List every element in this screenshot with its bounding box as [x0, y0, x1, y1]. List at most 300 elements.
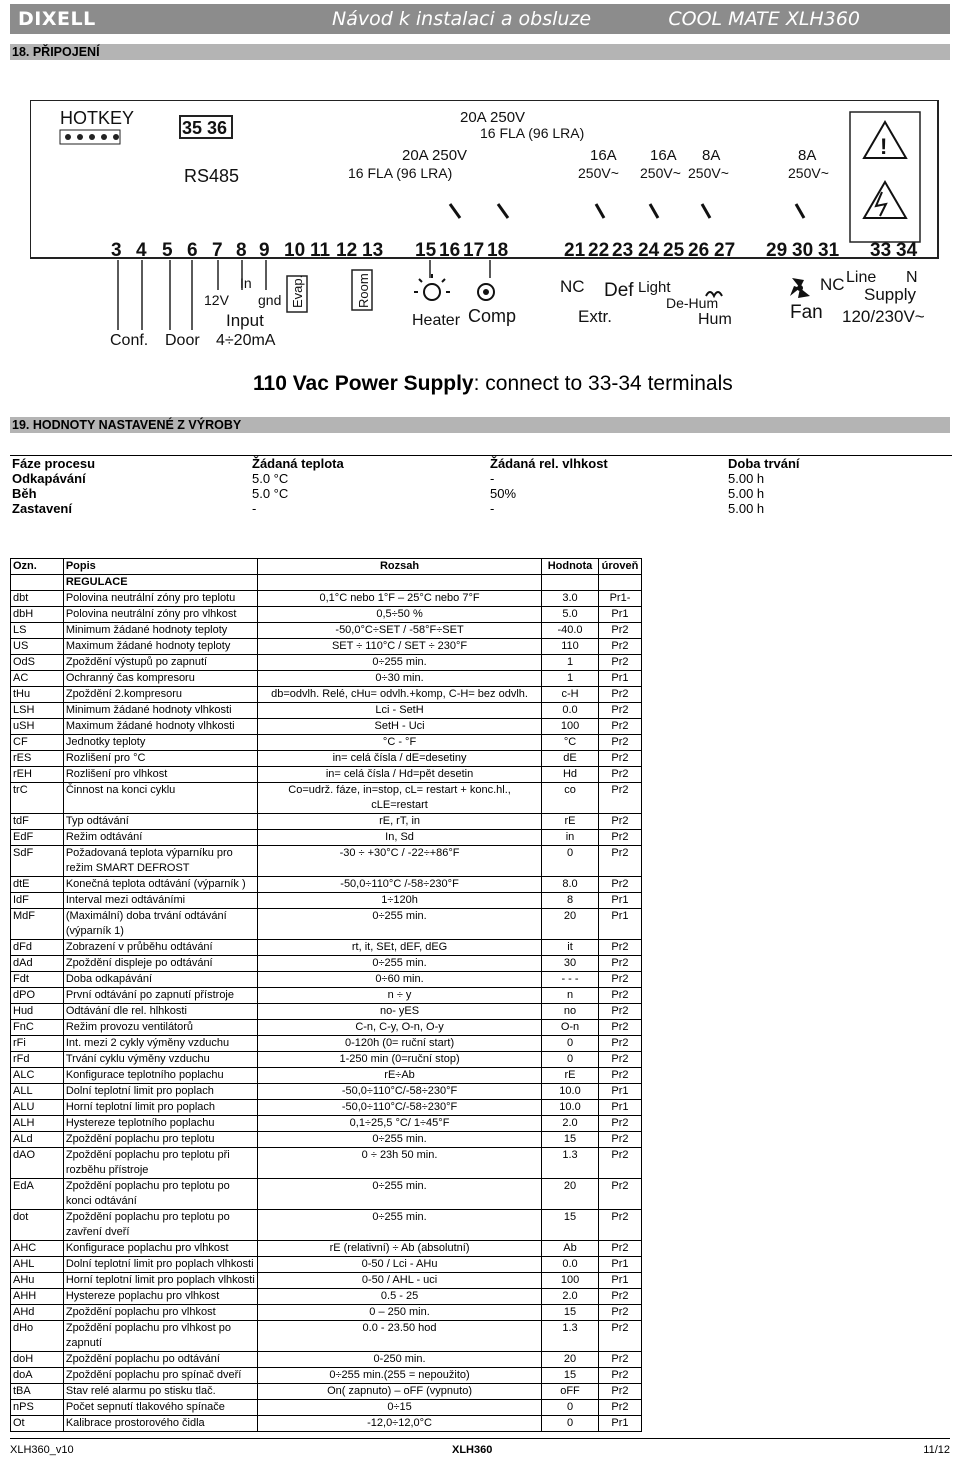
terminal-18: 18 — [487, 240, 509, 261]
param-code: AHL — [11, 1257, 64, 1273]
parameter-row — [11, 877, 642, 893]
phase-row — [10, 501, 952, 516]
param-value: 30 — [542, 956, 599, 972]
param-range: rt, it, SEt, dEF, dEG — [258, 940, 542, 956]
param-range: -50,0°C÷SET / -58°F÷SET — [258, 623, 542, 639]
parameter-row — [11, 1036, 642, 1052]
param-range: 0÷255 min. — [258, 1132, 542, 1148]
phase-col-header: Fáze procesu — [10, 456, 250, 472]
gnd-label: gnd — [258, 292, 282, 308]
param-range: -50,0÷110°C/-58÷230°F — [258, 1100, 542, 1116]
param-level: Pr1 — [598, 1257, 641, 1273]
param-code: Fdt — [11, 972, 64, 988]
param-code: AHd — [11, 1305, 64, 1321]
relay-250v-1: 250V~ — [578, 165, 619, 181]
param-level: Pr2 — [598, 1305, 641, 1321]
terminal-4: 4 — [136, 240, 147, 261]
param-range: -50,0÷110°C/-58÷230°F — [258, 1084, 542, 1100]
terminal-11: 11 — [310, 240, 331, 261]
param-description: Maximum žádané hodnoty teploty — [63, 639, 257, 655]
param-description: Konfigurace teplotního poplachu — [63, 1068, 257, 1084]
param-level: Pr1 — [598, 1100, 641, 1116]
terminal-21: 21 — [564, 240, 586, 261]
code-col-header: Ozn. — [11, 559, 64, 575]
param-code: ALC — [11, 1068, 64, 1084]
param-level: Pr2 — [598, 1400, 641, 1416]
param-code: ALU — [11, 1100, 64, 1116]
parameter-row — [11, 1257, 642, 1273]
in-label: In — [240, 275, 252, 291]
phase-name: Odkapávání — [12, 471, 86, 486]
param-value: 0 — [542, 1036, 599, 1052]
parameter-row — [11, 1004, 642, 1020]
param-value: 100 — [542, 1273, 599, 1289]
param-description: Zpoždění 2.kompresoru — [63, 687, 257, 703]
param-level: Pr2 — [598, 1179, 641, 1210]
terminal-5: 5 — [162, 240, 173, 261]
param-description: Rozlišení pro °C — [63, 751, 257, 767]
param-range: db=odvlh. Relé, cHu= odvlh.+komp, C-H= bez odvlh. — [258, 687, 542, 703]
group-label: REGULACE — [63, 575, 257, 591]
terminal-29: 29 — [766, 240, 788, 261]
param-range: °C - °F — [258, 735, 542, 751]
phase-humidity: 50% — [490, 486, 517, 501]
param-range: in= celá čísla / Hd=pět desetin — [258, 767, 542, 783]
parameter-row — [11, 1352, 642, 1368]
parameter-row — [11, 767, 642, 783]
param-value: 8 — [542, 893, 599, 909]
parameter-row — [11, 1321, 642, 1352]
terminal-30: 30 — [792, 240, 814, 261]
param-value: - - - — [542, 972, 599, 988]
param-code: rFd — [11, 1052, 64, 1068]
param-description: (Maximální) doba trvání odtávání (výparník 1) — [63, 909, 257, 940]
page-header — [10, 4, 950, 34]
param-level: Pr2 — [598, 1132, 641, 1148]
param-description: Hystereze poplachu pro vlhkost — [63, 1289, 257, 1305]
parameter-table — [10, 558, 642, 1432]
param-value: °C — [542, 735, 599, 751]
param-value: 15 — [542, 1305, 599, 1321]
param-description: Jednotky teploty — [63, 735, 257, 751]
param-value: -40.0 — [542, 623, 599, 639]
param-range: -12,0÷12,0°C — [258, 1416, 542, 1432]
parameter-row — [11, 909, 642, 940]
param-value: 1.3 — [542, 1321, 599, 1352]
param-level: Pr2 — [598, 1210, 641, 1241]
param-level: Pr1 — [598, 893, 641, 909]
param-value: 100 — [542, 719, 599, 735]
light-label: Light — [638, 279, 671, 296]
phase-table — [10, 455, 952, 516]
param-level: Pr2 — [598, 1241, 641, 1257]
param-value: dE — [542, 751, 599, 767]
parameter-row — [11, 846, 642, 877]
param-description: Zpoždění poplachu pro teplotu po konci odtávání — [63, 1179, 257, 1210]
section-19-heading: 19. HODNOTY NASTAVENÉ Z VÝROBY — [10, 417, 950, 433]
param-range: 0.5 - 25 — [258, 1289, 542, 1305]
relay-250v-4: 250V~ — [788, 165, 829, 181]
param-value: 15 — [542, 1210, 599, 1241]
param-code: tHu — [11, 687, 64, 703]
parameter-row — [11, 1084, 642, 1100]
param-value: n — [542, 988, 599, 1004]
extractor-label: Extr. — [578, 307, 613, 326]
phase-duration: 5.00 h — [728, 501, 765, 516]
param-value: 5.0 — [542, 607, 599, 623]
param-description: Konečná teplota odtávání (výparník ) — [63, 877, 257, 893]
param-range: 0÷60 min. — [258, 972, 542, 988]
terminal-31: 31 — [818, 240, 840, 261]
param-description: Dolní teplotní limit pro poplach — [63, 1084, 257, 1100]
param-description: Typ odtávání — [63, 814, 257, 830]
param-level: Pr2 — [598, 988, 641, 1004]
param-range: 0,1÷25,5 °C/ 1÷45°F — [258, 1116, 542, 1132]
param-range: 0÷30 min. — [258, 671, 542, 687]
param-code: rEH — [11, 767, 64, 783]
param-value: co — [542, 783, 599, 814]
param-value: 1.3 — [542, 1148, 599, 1179]
12v-label: 12V — [204, 292, 229, 308]
param-range: 0,5÷50 % — [258, 607, 542, 623]
warning-icon — [850, 112, 920, 242]
phase-header-row — [10, 456, 952, 472]
param-value: c-H — [542, 687, 599, 703]
param-value: 0 — [542, 846, 599, 877]
param-level: Pr2 — [598, 687, 641, 703]
param-description: Režim odtávání — [63, 830, 257, 846]
relay-250v-3: 250V~ — [688, 165, 729, 181]
parameter-row — [11, 623, 642, 639]
param-description: Zpoždění poplachu pro spínač dveří — [63, 1368, 257, 1384]
terminal-3: 3 — [111, 240, 122, 261]
parameter-header-row — [11, 559, 642, 575]
param-code: ALH — [11, 1116, 64, 1132]
parameter-row — [11, 1068, 642, 1084]
param-description: Konfigurace poplachu pro vlhkost — [63, 1241, 257, 1257]
heater-label: Heater — [412, 312, 461, 329]
param-value: 15 — [542, 1132, 599, 1148]
param-level: Pr2 — [598, 703, 641, 719]
param-code: IdF — [11, 893, 64, 909]
door-label: Door — [165, 332, 200, 349]
parameter-row — [11, 1400, 642, 1416]
param-code: LS — [11, 623, 64, 639]
power-supply-bold: 110 Vac Power Supply — [253, 372, 474, 395]
parameter-row — [11, 1289, 642, 1305]
relay-16a-2: 16A — [650, 147, 677, 164]
terminal-6: 6 — [187, 240, 198, 261]
conf-label: Conf. — [110, 332, 149, 349]
param-code: OdS — [11, 655, 64, 671]
param-range: 0÷15 — [258, 1400, 542, 1416]
model-name: COOL MATE XLH360 — [668, 8, 860, 30]
param-description: Zpoždění poplachu pro teplotu — [63, 1132, 257, 1148]
param-range: 0-120h (0= ruční start) — [258, 1036, 542, 1052]
parameter-row — [11, 1148, 642, 1179]
param-range: rE (relativní) ÷ Ab (absolutní) — [258, 1241, 542, 1257]
param-code: MdF — [11, 909, 64, 940]
param-level: Pr2 — [598, 830, 641, 846]
parameter-row — [11, 1416, 642, 1432]
param-level: Pr2 — [598, 1036, 641, 1052]
parameter-row — [11, 671, 642, 687]
terminal-10: 10 — [284, 240, 306, 261]
group-row — [11, 575, 642, 591]
terminal-26: 26 — [688, 240, 710, 261]
param-value: 1 — [542, 671, 599, 687]
param-description: Horní teplotní limit pro poplach vlhkosti — [63, 1273, 257, 1289]
rs485-terminals: 35 36 — [182, 118, 228, 138]
param-value: 3.0 — [542, 591, 599, 607]
phase-temp: 5.0 °C — [252, 471, 289, 486]
power-supply-note — [253, 372, 733, 396]
param-code: doA — [11, 1368, 64, 1384]
param-level: Pr2 — [598, 972, 641, 988]
param-level: Pr1 — [598, 1273, 641, 1289]
param-code: AC — [11, 671, 64, 687]
param-code: dAd — [11, 956, 64, 972]
param-description: Zpoždění displeje po odtávání — [63, 956, 257, 972]
parameter-row — [11, 893, 642, 909]
param-code: tBA — [11, 1384, 64, 1400]
parameter-row — [11, 1368, 642, 1384]
page-footer — [10, 1438, 950, 1456]
param-range: 0-50 / AHL - uci — [258, 1273, 542, 1289]
param-code: Ot — [11, 1416, 64, 1432]
parameter-row — [11, 751, 642, 767]
level-col-header: úroveň — [598, 559, 641, 575]
terminal-27: 27 — [714, 240, 736, 261]
param-level: Pr2 — [598, 814, 641, 830]
param-level: Pr1- — [598, 591, 641, 607]
parameter-row — [11, 972, 642, 988]
param-code: dbH — [11, 607, 64, 623]
param-code: EdA — [11, 1179, 64, 1210]
param-value: 110 — [542, 639, 599, 655]
param-value: it — [542, 940, 599, 956]
parameter-row — [11, 1241, 642, 1257]
param-description: Polovina neutrální zóny pro vlhkost — [63, 607, 257, 623]
terminal-22: 22 — [588, 240, 610, 261]
param-range: 0 ÷ 23h 50 min. — [258, 1148, 542, 1179]
footer-model: XLH360 — [452, 1444, 493, 1456]
terminal-23: 23 — [612, 240, 634, 261]
parameter-row — [11, 1179, 642, 1210]
terminal-34: 34 — [896, 240, 918, 261]
neutral-label: N — [906, 269, 918, 286]
param-level: Pr2 — [598, 719, 641, 735]
param-description: Kalibrace prostorového čidla — [63, 1416, 257, 1432]
param-range: 0.0 - 23.50 hod — [258, 1321, 542, 1352]
relay-contact-icons — [450, 204, 804, 218]
param-range: -30 ÷ +30°C / -22÷+86°F — [258, 846, 542, 877]
param-description: Doba odkapávání — [63, 972, 257, 988]
terminal-12: 12 — [336, 240, 358, 261]
param-description: Minimum žádané hodnoty teploty — [63, 623, 257, 639]
param-description: Maximum žádané hodnoty vlhkosti — [63, 719, 257, 735]
phase-row — [10, 471, 952, 486]
param-description: Horní teplotní limit pro poplach — [63, 1100, 257, 1116]
phase-row — [10, 486, 952, 501]
parameter-row — [11, 1210, 642, 1241]
param-range: Lci - SetH — [258, 703, 542, 719]
param-value: no — [542, 1004, 599, 1020]
param-value: 2.0 — [542, 1116, 599, 1132]
param-level: Pr2 — [598, 1148, 641, 1179]
param-value: 1 — [542, 655, 599, 671]
param-value: 8.0 — [542, 877, 599, 893]
param-code: CF — [11, 735, 64, 751]
param-description: Trvání cyklu výměny vzduchu — [63, 1052, 257, 1068]
parameter-row — [11, 940, 642, 956]
param-level: Pr2 — [598, 1289, 641, 1305]
parameter-row — [11, 639, 642, 655]
param-level: Pr1 — [598, 1084, 641, 1100]
param-description: Režim provozu ventilátorů — [63, 1020, 257, 1036]
value-col-header: Hodnota — [542, 559, 599, 575]
param-code: nPS — [11, 1400, 64, 1416]
param-description: Zpoždění výstupů po zapnutí — [63, 655, 257, 671]
param-level: Pr2 — [598, 846, 641, 877]
param-description: Stav relé alarmu po stisku tlač. — [63, 1384, 257, 1400]
param-range: SetH - Uci — [258, 719, 542, 735]
param-range: SET ÷ 110°C / SET ÷ 230°F — [258, 639, 542, 655]
param-value: 0 — [542, 1052, 599, 1068]
param-description: První odtávání po zapnutí přístroje — [63, 988, 257, 1004]
param-code: Hud — [11, 1004, 64, 1020]
hotkey-label: HOTKEY — [60, 108, 135, 128]
phase-humidity: - — [490, 501, 495, 516]
param-value: 0.0 — [542, 1257, 599, 1273]
parameter-row — [11, 1100, 642, 1116]
parameter-row — [11, 1052, 642, 1068]
compressor-icon — [478, 284, 494, 300]
relay-rating-mid-1: 20A 250V — [402, 147, 468, 164]
terminal-13: 13 — [362, 240, 384, 261]
parameter-row — [11, 1020, 642, 1036]
param-description: Počet sepnutí tlakového spínače — [63, 1400, 257, 1416]
param-code: dtE — [11, 877, 64, 893]
param-code: dPO — [11, 988, 64, 1004]
rs485-label: RS485 — [184, 166, 240, 186]
description-col-header: Popis — [63, 559, 257, 575]
duration-col-header: Doba trvání — [726, 456, 952, 472]
param-value: rE — [542, 814, 599, 830]
fan-label: Fan — [790, 302, 823, 323]
parameter-row — [11, 607, 642, 623]
param-range: 1÷120h — [258, 893, 542, 909]
param-description: Zpoždění poplachu po odtávání — [63, 1352, 257, 1368]
param-code: AHu — [11, 1273, 64, 1289]
section-18-heading: 18. PŘIPOJENÍ — [10, 44, 950, 60]
parameter-row — [11, 1132, 642, 1148]
param-value: 20 — [542, 1352, 599, 1368]
supply-label: Supply — [864, 285, 916, 304]
terminal-25: 25 — [663, 240, 685, 261]
param-value: Hd — [542, 767, 599, 783]
relay-8a-2: 8A — [798, 147, 817, 164]
param-level: Pr2 — [598, 956, 641, 972]
evap-probe-label: Evap. — [290, 274, 305, 308]
svg-text:!: ! — [880, 134, 888, 159]
param-level: Pr2 — [598, 1020, 641, 1036]
param-range: C-n, C-y, O-n, O-y — [258, 1020, 542, 1036]
param-range: 0÷255 min. — [258, 1210, 542, 1241]
parameter-row — [11, 1273, 642, 1289]
param-range: In, Sd — [258, 830, 542, 846]
hotkey-connector-icon — [60, 130, 120, 144]
footer-page-number: 11/12 — [923, 1444, 950, 1456]
param-description: Požadovaná teplota výparníku pro režim SMART DEFROST — [63, 846, 257, 877]
parameter-row — [11, 783, 642, 814]
param-range: n ÷ y — [258, 988, 542, 1004]
current-range-label: 4÷20mA — [216, 332, 276, 349]
param-range: 0÷255 min. — [258, 1179, 542, 1210]
param-value: in — [542, 830, 599, 846]
param-code: rFi — [11, 1036, 64, 1052]
footer-version: XLH360_v10 — [10, 1444, 74, 1456]
param-code: rES — [11, 751, 64, 767]
parameter-row — [11, 687, 642, 703]
param-value: O-n — [542, 1020, 599, 1036]
param-description: Ochranný čas kompresoru — [63, 671, 257, 687]
param-range: -50,0÷110°C /-58÷230°F — [258, 877, 542, 893]
terminal-9: 9 — [259, 240, 270, 261]
nc-label-2: NC — [820, 275, 845, 294]
param-description: Minimum žádané hodnoty vlhkosti — [63, 703, 257, 719]
param-value: 2.0 — [542, 1289, 599, 1305]
terminal-24: 24 — [638, 240, 660, 261]
fan-icon — [790, 278, 810, 298]
param-value: 20 — [542, 1179, 599, 1210]
param-range: 0÷255 min. — [258, 956, 542, 972]
parameter-row — [11, 830, 642, 846]
power-supply-text: : connect to 33-34 terminals — [473, 372, 733, 395]
param-level: Pr2 — [598, 639, 641, 655]
param-range: rE÷Ab — [258, 1068, 542, 1084]
parameter-row — [11, 956, 642, 972]
parameter-row — [11, 1384, 642, 1400]
param-value: 20 — [542, 909, 599, 940]
phase-duration: 5.00 h — [728, 471, 765, 486]
param-range: On( zapnuto) – oFF (vypnuto) — [258, 1384, 542, 1400]
param-level: Pr2 — [598, 877, 641, 893]
parameter-row — [11, 1116, 642, 1132]
compressor-label: Comp — [468, 306, 517, 326]
param-value: 10.0 — [542, 1084, 599, 1100]
parameter-row — [11, 703, 642, 719]
param-range: 0-250 min. — [258, 1352, 542, 1368]
param-code: ALL — [11, 1084, 64, 1100]
param-code: AHC — [11, 1241, 64, 1257]
document-title: Návod k instalaci a obsluze — [332, 8, 592, 30]
param-range: 0 – 250 min. — [258, 1305, 542, 1321]
terminal-7: 7 — [212, 240, 223, 261]
param-description: Int. mezi 2 cykly výměny vzduchu — [63, 1036, 257, 1052]
param-code: ALd — [11, 1132, 64, 1148]
param-level: Pr2 — [598, 623, 641, 639]
room-probe-label: Room — [356, 273, 371, 308]
param-description: Zobrazení v průběhu odtávání — [63, 940, 257, 956]
param-level: Pr1 — [598, 909, 641, 940]
param-code: LSH — [11, 703, 64, 719]
param-range: no- yES — [258, 1004, 542, 1020]
temp-col-header: Žádaná teplota — [250, 456, 488, 472]
parameter-row — [11, 988, 642, 1004]
param-code: tdF — [11, 814, 64, 830]
param-level: Pr2 — [598, 1368, 641, 1384]
